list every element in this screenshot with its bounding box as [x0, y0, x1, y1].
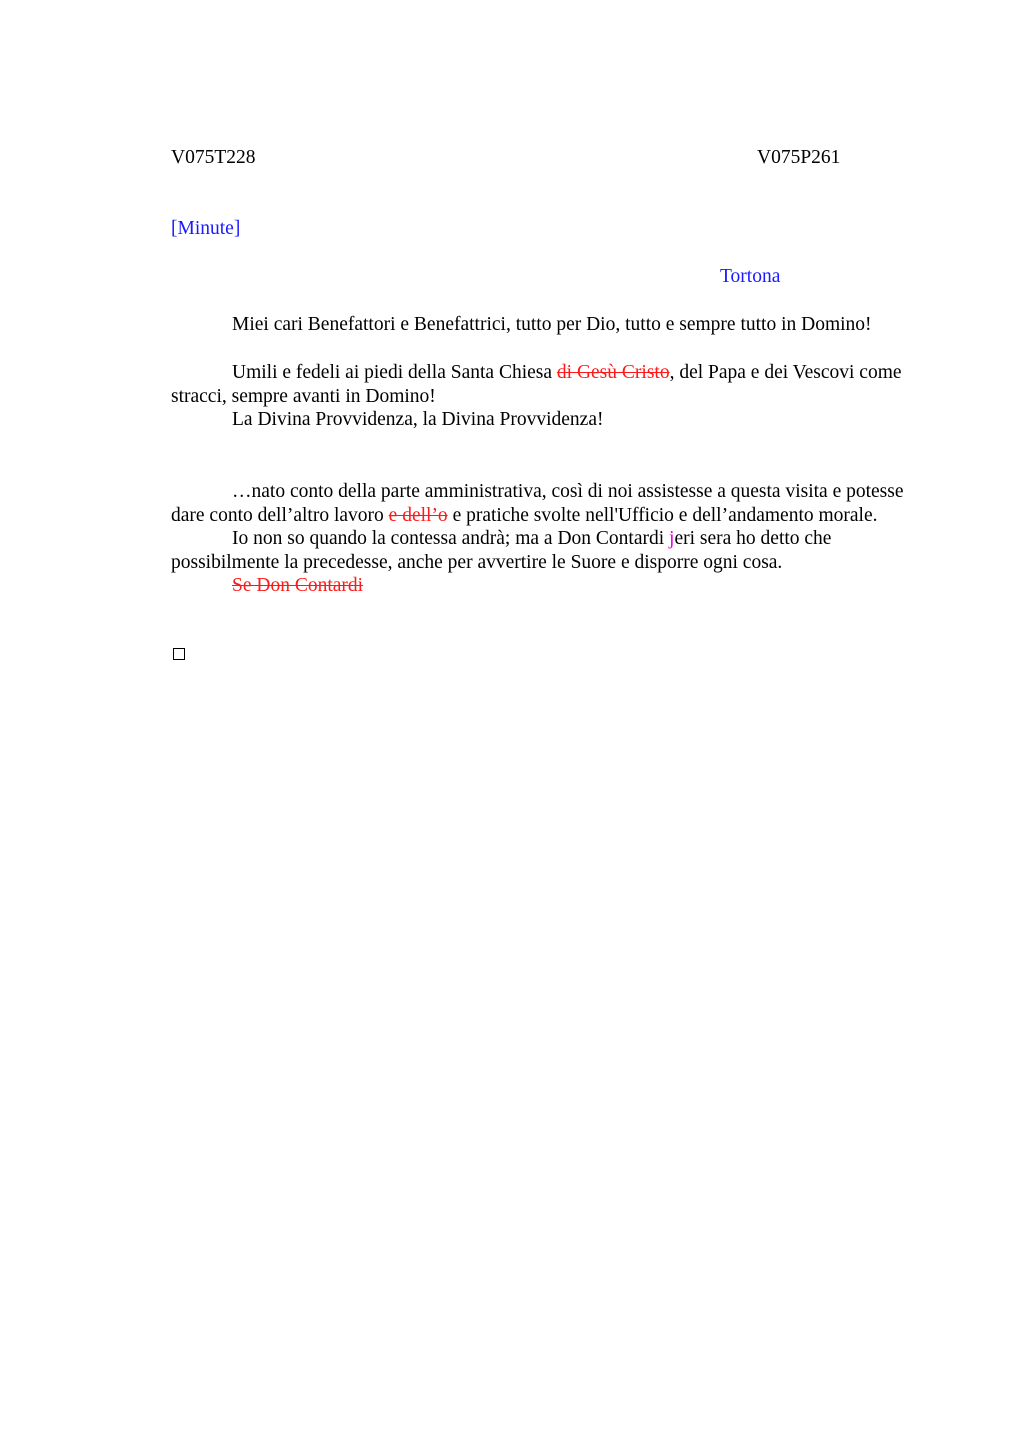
paragraph-deleted-line — [171, 574, 931, 598]
minute-label: [Minute] — [171, 218, 241, 239]
paragraph-contessa — [171, 527, 931, 574]
deleted-text: di Gesù Cristo — [556, 362, 670, 383]
paragraph-contessa-text-a: Io non so quando la contessa andrà; ma a Don Contardi — [232, 528, 670, 549]
inserted-text: j — [669, 528, 675, 549]
paragraph-administration-text-a: …nato conto della parte amministrativa, così di noi assistesse a questa visita e potesse dare conto dell’altro lavoro — [171, 481, 904, 526]
paragraph-church-text-b: , del Papa e dei Vescovi come stracci, sempre avanti in Domino! — [171, 362, 902, 407]
paragraph-church-text-a: Umili e fedeli ai piedi della Santa Chiesa — [232, 362, 557, 383]
paragraph-administration-text-b: e pratiche svolte nell'Ufficio e dell’andamento morale. — [447, 504, 878, 526]
greeting-line: Miei cari Benefattori e Benefattrici, tutto per Dio, tutto e sempre tutto in Domino! — [232, 314, 872, 335]
paragraph-administration — [171, 480, 931, 527]
paragraph-contessa-text-b: eri sera ho detto che possibilmente la precedesse, anche per avvertire le Suore e disporre ogni cosa. — [171, 528, 832, 573]
place-name: Tortona — [720, 266, 781, 287]
empty-checkbox[interactable] — [173, 648, 185, 660]
paragraph-providence: La Divina Provvidenza, la Divina Provvidenza! — [232, 409, 604, 430]
paragraph-church — [171, 361, 931, 408]
paragraph-block-1 — [171, 361, 931, 432]
deleted-text: e dell’o — [388, 504, 448, 526]
header-right-code: V075P261 — [757, 147, 841, 168]
header-left-code: V075T228 — [171, 147, 256, 168]
deleted-text: Se Don Contardi — [232, 575, 364, 596]
paragraph-block-2 — [171, 480, 931, 598]
